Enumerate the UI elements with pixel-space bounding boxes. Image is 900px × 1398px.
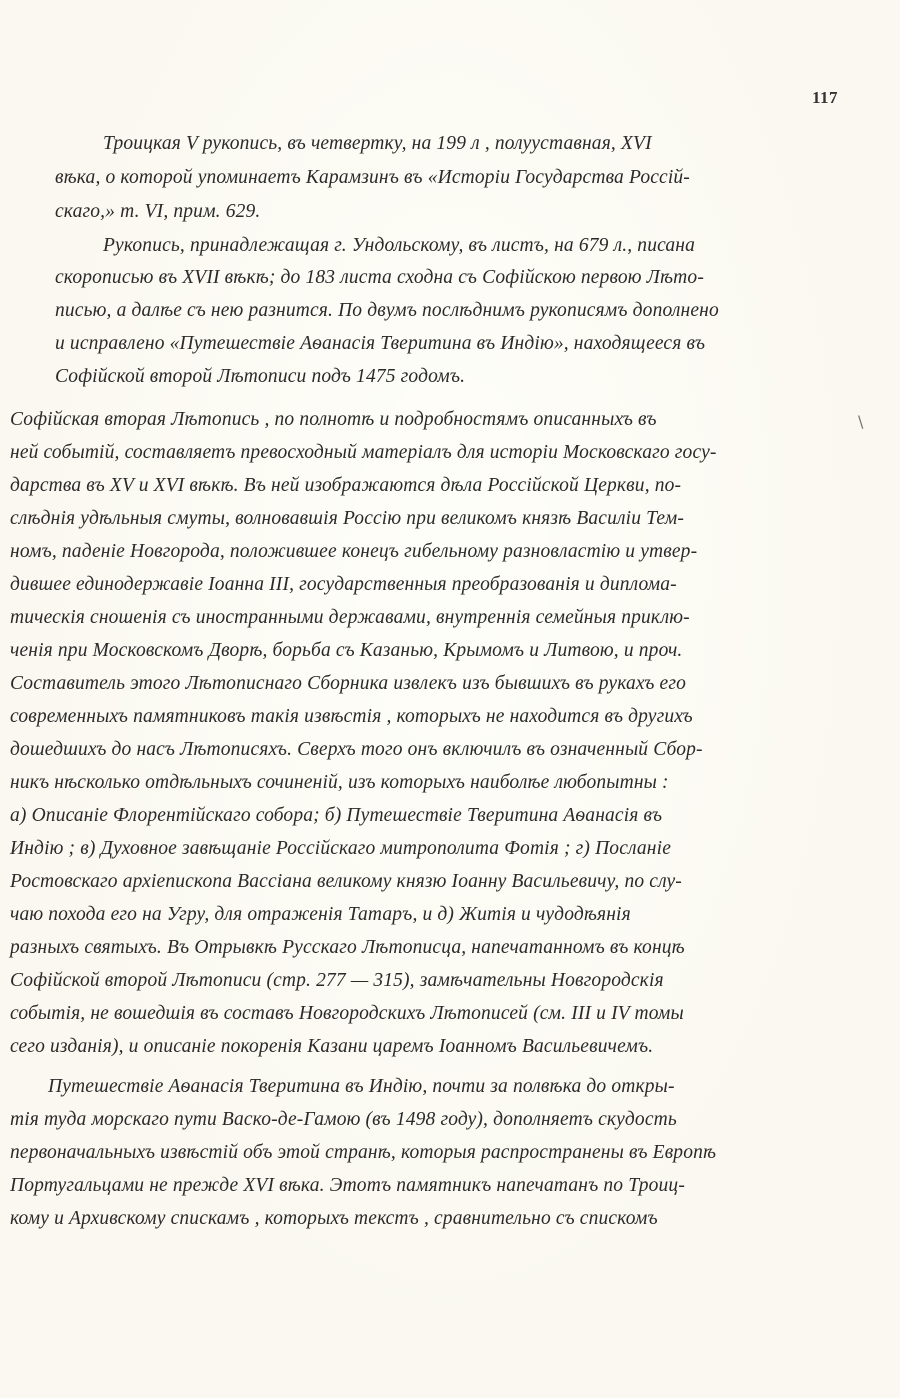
text-line: Ростовскаго архіепископа Вассіана великому князю Іоанну Васильевичу, по слу- [10, 871, 682, 892]
text-line: скаго,» т. VI, прим. 629. [55, 201, 261, 222]
text-line: Путешествіе Аѳанасія Тверитина въ Индію, почти за полвѣка до откры- [48, 1076, 675, 1097]
text-line: ней событій, составляетъ превосходный матеріалъ для исторіи Московскаго госу- [10, 442, 717, 463]
text-line: Троицкая V рукопись, въ четвертку, на 199 л , полууставная, XVI [103, 133, 652, 154]
text-line: Софійская вторая Лѣтопись , по полнотѣ и подробностямъ описанныхъ въ [10, 409, 657, 430]
text-line: кому и Архивскому спискамъ , которыхъ текстъ , сравнительно съ спискомъ [10, 1208, 658, 1229]
text-line: ченія при Московскомъ Дворѣ, борьба съ Казанью, Крымомъ и Литвою, и проч. [10, 640, 683, 661]
text-line: Составитель этого Лѣтописнаго Сборника извлекъ изъ бывшихъ въ рукахъ его [10, 673, 686, 694]
text-line: разныхъ святыхъ. Въ Отрывкѣ Русскаго Лѣтописца, напечатанномъ въ концѣ [10, 937, 685, 958]
text-line: писью, а далѣе съ нею разнится. По двумъ послѣднимъ рукописямъ дополнено [55, 300, 719, 321]
text-line: Софійской второй Лѣтописи (стр. 277 — 315), замѣчательны Новгородскія [10, 970, 664, 991]
text-line: современныхъ памятниковъ такія извѣстія , которыхъ не находится въ другихъ [10, 706, 693, 727]
text-line: дарства въ XV и XVI вѣкѣ. Въ ней изображаются дѣла Россійской Церкви, по- [10, 475, 682, 496]
text-line: никъ нѣсколько отдѣльныхъ сочиненій, изъ которыхъ наиболѣе любопытны : [10, 772, 669, 793]
text-line: тія туда морскаго пути Васко-де-Гамою (въ 1498 году), дополняетъ скудость [10, 1109, 677, 1130]
text-line: первоначальныхъ извѣстій объ этой странѣ, которыя распространены въ Европѣ [10, 1142, 717, 1163]
text-line: сего изданія), и описаніе покоренія Казани царемъ Іоанномъ Васильевичемъ. [10, 1036, 654, 1057]
text-line: вѣка, о которой упоминаетъ Карамзинъ въ «Исторіи Государства Россій- [55, 167, 690, 188]
text-line: а) Описаніе Флорентійскаго собора; б) Путешествіе Тверитина Аѳанасія въ [10, 805, 663, 826]
text-line: тическія сношенія съ иностранными державами, внутреннія семейныя приклю- [10, 607, 690, 628]
text-line: скорописью въ XVII вѣкѣ; до 183 листа сходна съ Софійскою первою Лѣто- [55, 267, 704, 288]
text-line: и исправлено «Путешествіе Аѳанасія Тверитина въ Индію», находящееся въ [55, 333, 706, 354]
text-line: слѣднія удѣльныя смуты, волновавшія Россію при великомъ князѣ Василіи Тем- [10, 508, 684, 529]
text-line: событія, не вошедшія въ составъ Новгородскихъ Лѣтописей (см. III и IV томы [10, 1003, 684, 1024]
text-line: дившее единодержавіе Іоанна III, государственныя преобразованія и диплома- [10, 574, 677, 595]
text-line: дошедшихъ до насъ Лѣтописяхъ. Сверхъ того онъ включилъ въ означенный Сбор- [10, 739, 703, 760]
text-line: Португальцами не прежде XVI вѣка. Этотъ памятникъ напечатанъ по Троиц- [10, 1175, 685, 1196]
page-number: 117 [812, 88, 839, 107]
text-line: Рукопись, принадлежащая г. Ундольскому, въ листъ, на 679 л., писана [103, 235, 696, 256]
text-line: чаю похода его на Угру, для отраженія Татаръ, и д) Житія и чудодѣянія [10, 904, 631, 925]
text-line: Софійской второй Лѣтописи подъ 1475 годомъ. [55, 366, 466, 387]
text-line: Индію ; в) Духовное завѣщаніе Россійскаго митрополита Фотія ; г) Посланіе [10, 838, 672, 859]
margin-mark: \ [858, 412, 864, 431]
text-line: номъ, паденіе Новгорода, положившее конецъ гибельному разновластію и утвер- [10, 541, 698, 562]
